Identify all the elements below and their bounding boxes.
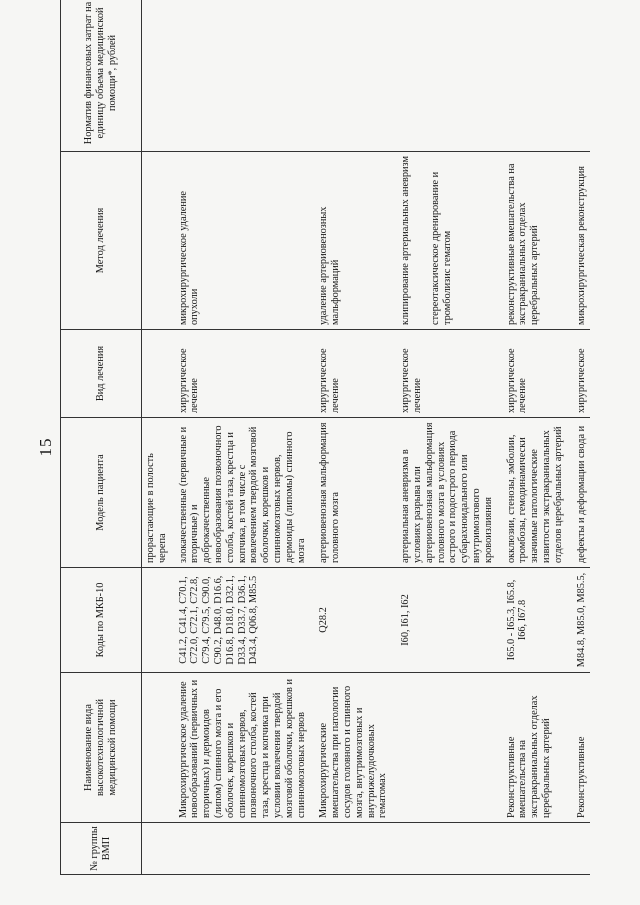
header-treatment-method: Метод лечения: [61, 152, 142, 330]
cell-norm: [498, 0, 568, 152]
page-number: 15: [36, 437, 55, 457]
table-row: [175, 0, 311, 875]
cell-norm: [392, 0, 497, 152]
cell-method: микрохирургическая реконструкция: [568, 152, 591, 330]
cell-codes: I60, I61, I62: [392, 568, 497, 673]
cell-method: микрохирургическое удаление опухоли: [175, 152, 311, 330]
header-treatment-type: Вид лечения: [61, 330, 142, 418]
cell-type: хирургическое лечение: [175, 330, 311, 418]
table-row: [310, 0, 392, 875]
cell-model: окклюзии, стенозы, эмболии, тромбозы, гемодинамически значимые патологические извитости экстракраниальных отделов церебральных артерий: [498, 418, 568, 568]
cell-name: Микрохирургические вмешательства при патологии сосудов головного и спинного мозга, внутримозговых и внутрижелудочковых гематомах: [310, 673, 392, 823]
cell-type: хирургическое лечение: [498, 330, 568, 418]
cell-codes: [142, 568, 175, 673]
method-drainage: стереотаксическое дренирование и тромболизис гематом: [429, 171, 453, 325]
cell-name: Микрохирургическое удаление новообразований (первичных и вторичных) и дермоидов (липом) спинного мозга и его оболочек, корешков и спинномозговых нервов, позвоночного столба, костей таза, крестца и копчика при условии вовлечения твердой мозговой оболочки, корешков и спинномозговых нервов: [175, 673, 311, 823]
cell-num: [392, 823, 497, 875]
cell-name: Реконструктивные: [568, 673, 591, 823]
cell-model: злокачественные (первичные и вторичные) и доброкачественные новообразования позвоночного столба, костей таза, крестца и копчика, в том числе с вовлечением твердой мозговой оболочки, корешков и спинномозговых нервов, дермоиды (липомы) спинного мозга: [175, 418, 311, 568]
cell-type: хирургическое: [568, 330, 591, 418]
cell-type: хирургическое лечение: [310, 330, 392, 418]
cell-norm: [175, 0, 311, 152]
table-row: [392, 0, 497, 875]
vmp-table: [60, 0, 590, 875]
cell-name: Реконструктивные вмешательства на экстракраниальных отделах церебральных артерий: [498, 673, 568, 823]
header-care-type: Наименование вида высокотехнологичной медицинской помощи: [61, 673, 142, 823]
cell-num: [175, 823, 311, 875]
cell-num: [310, 823, 392, 875]
cell-method: удаление артериовенозных мальформаций: [310, 152, 392, 330]
header-icd-codes: Коды по МКБ-10: [61, 568, 142, 673]
cell-name: [142, 673, 175, 823]
cell-model: артериальная аневризма в условиях разрыва или артериовенозная мальформация головного мозга в условиях острого и подострого периода субарахноидального или внутримозгового кровоизлияния: [392, 418, 497, 568]
header-patient-model: Модель пациента: [61, 418, 142, 568]
cell-num: [568, 823, 591, 875]
header-cost-norm: Норматив финансовых затрат на единицу объема медицинской помощи*, рублей: [61, 0, 142, 152]
table-row: [498, 0, 568, 875]
header-group-number: № группы ВМП: [61, 823, 142, 875]
table-row: [568, 0, 591, 875]
cell-model: дефекты и деформации свода и: [568, 418, 591, 568]
cell-norm: [142, 0, 175, 152]
cell-codes: C41.2, C41.4, C70.1, C72.0, C72.1, C72.8, C79.4, C79.5, C90.0, C90.2, D48.0, D16.6, D16.8, D18.0, D32.1, D33.4, D33.7, D36.1, D43.4, Q06.8, M85.5: [175, 568, 311, 673]
cell-norm: [310, 0, 392, 152]
table-row: [142, 0, 175, 875]
cell-num: [142, 823, 175, 875]
cell-codes: Q28.2: [310, 568, 392, 673]
cell-model: прорастающие в полость черепа: [142, 418, 175, 568]
cell-type: [142, 330, 175, 418]
cell-codes: M84.8, M85.0, M85.5,: [568, 568, 591, 673]
cell-method: [392, 152, 497, 330]
cell-method: [142, 152, 175, 330]
cell-model: артериовенозная мальформация головного мозга: [310, 418, 392, 568]
method-clipping: клипирование артериальных аневризм: [400, 156, 412, 325]
cell-name: [392, 673, 497, 823]
cell-norm: [568, 0, 591, 152]
cell-codes: I65.0 - I65.3, I65.8, I66, I67.8: [498, 568, 568, 673]
table-header-row: [61, 0, 142, 875]
cell-type: хирургическое лечение: [392, 330, 497, 418]
cell-method: реконструктивные вмешательства на экстракраниальных отделах церебральных артерий: [498, 152, 568, 330]
cell-num: [498, 823, 568, 875]
